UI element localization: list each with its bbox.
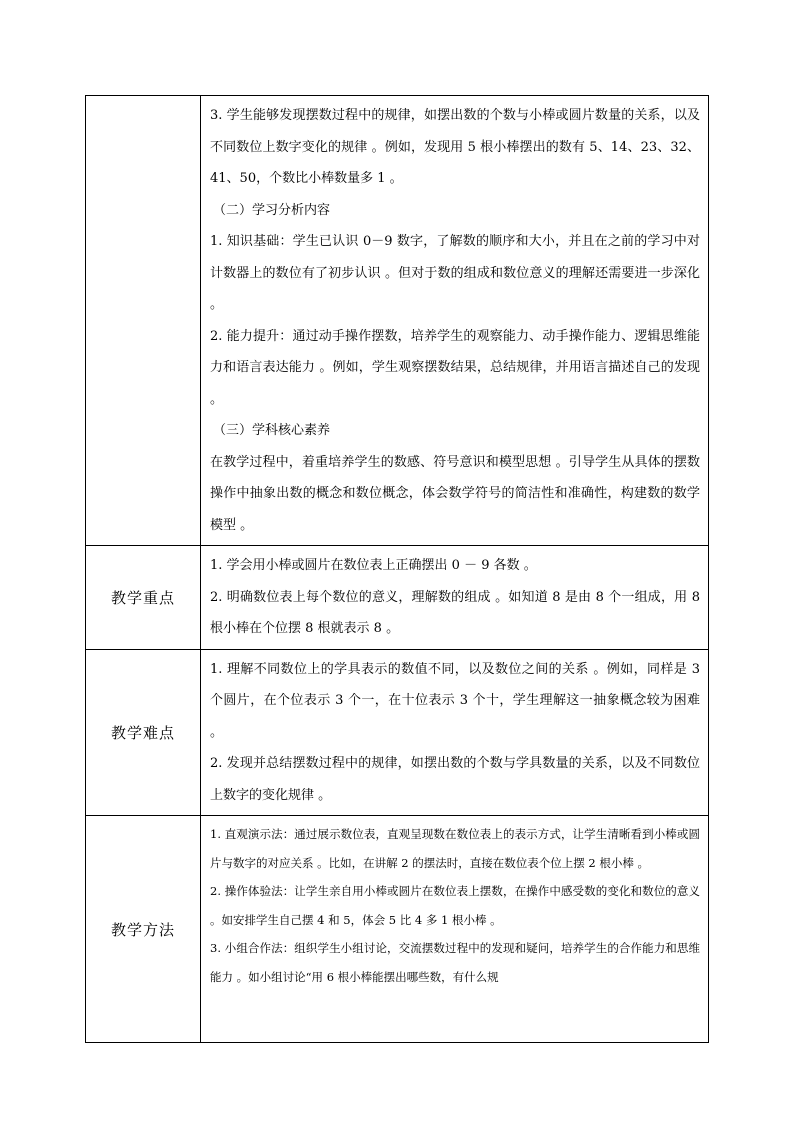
paragraph: 1. 知识基础：学生已认识 0－9 数字，了解数的顺序和大小，并且在之前的学习中对计数器上的数位有了初步认识 。但对于数的组成和数位意义的理解还需要进一步深化 。 (210, 234, 705, 312)
row-content (201, 96, 709, 546)
paragraph: 2. 发现并总结摆数过程中的规律，如摆出数的个数与学具数量的关系，以及不同数位上数字的变化规律 。 (210, 756, 700, 803)
table-row (86, 649, 709, 816)
paragraph: 1. 学会用小棒或圆片在数位表上正确摆出 0 － 9 各数 。 (210, 558, 537, 573)
row-content (201, 649, 709, 816)
row-label: 教学重点 (86, 546, 201, 650)
section-heading: （三）学科核心素养 (213, 423, 331, 438)
table-row (86, 546, 709, 650)
paragraph: 1. 直观演示法：通过展示数位表，直观呈现数在数位表上的表示方式，让学生清晰看到小棒或圆片与数字的对应关系 。比如，在讲解 2 的摆法时，直接在数位表个位上摆 2 根小棒 。 (210, 827, 700, 870)
paragraph: 1. 理解不同数位上的学具表示的数值不同，以及数位之间的关系 。例如，同样是 3 个圆片，在个位表示 3 个一，在十位表示 3 个十，学生理解这一抽象概念较为困难 。 (210, 661, 705, 740)
row-label: 教学难点 (86, 649, 201, 816)
row-content (201, 816, 709, 1043)
paragraph: 3. 小组合作法：组织学生小组讨论，交流摆数过程中的发现和疑问，培养学生的合作能力和思维能力 。如小组讨论“用 6 根小棒能摆出哪些数，有什么规 (210, 941, 700, 984)
paragraph: 2. 明确数位表上每个数位的意义，理解数的组成 。如知道 8 是由 8 个一组成，用 8 根小棒在个位摆 8 根就表示 8 。 (210, 589, 705, 636)
table-row (86, 816, 709, 1043)
lesson-plan-table (85, 95, 709, 1043)
section-heading: （二）学习分析内容 (213, 202, 331, 218)
paragraph: 2. 能力提升：通过动手操作摆数，培养学生的观察能力、动手操作能力、逻辑思维能力和语言表达能力 。例如，学生观察摆数结果，总结规律，并用语言描述自己的发现 。 (210, 328, 705, 407)
paragraph: 在教学过程中，着重培养学生的数感、符号意识和模型思想 。引导学生从具体的摆数操作中抽象出数的概念和数位概念，体会数学符号的简洁性和准确性，构建数的数学模型 。 (210, 454, 700, 533)
row-content (201, 546, 709, 650)
paragraph: 2. 操作体验法：让学生亲自用小棒或圆片在数位表上摆数，在操作中感受数的变化和数位的意义 。如安排学生自己摆 4 和 5，体会 5 比 4 多 1 根小棒 。 (210, 884, 704, 927)
row-label (86, 96, 201, 546)
paragraph: 3. 学生能够发现摆数过程中的规律，如摆出数的个数与小棒或圆片数量的关系，以及不同数位上数字变化的规律 。例如，发现用 5 根小棒摆出的数有 5、14、23、32、41、50，个数比小棒数量多 1 。 (210, 108, 700, 186)
row-label: 教学方法 (86, 816, 201, 1043)
table-row (86, 96, 709, 546)
